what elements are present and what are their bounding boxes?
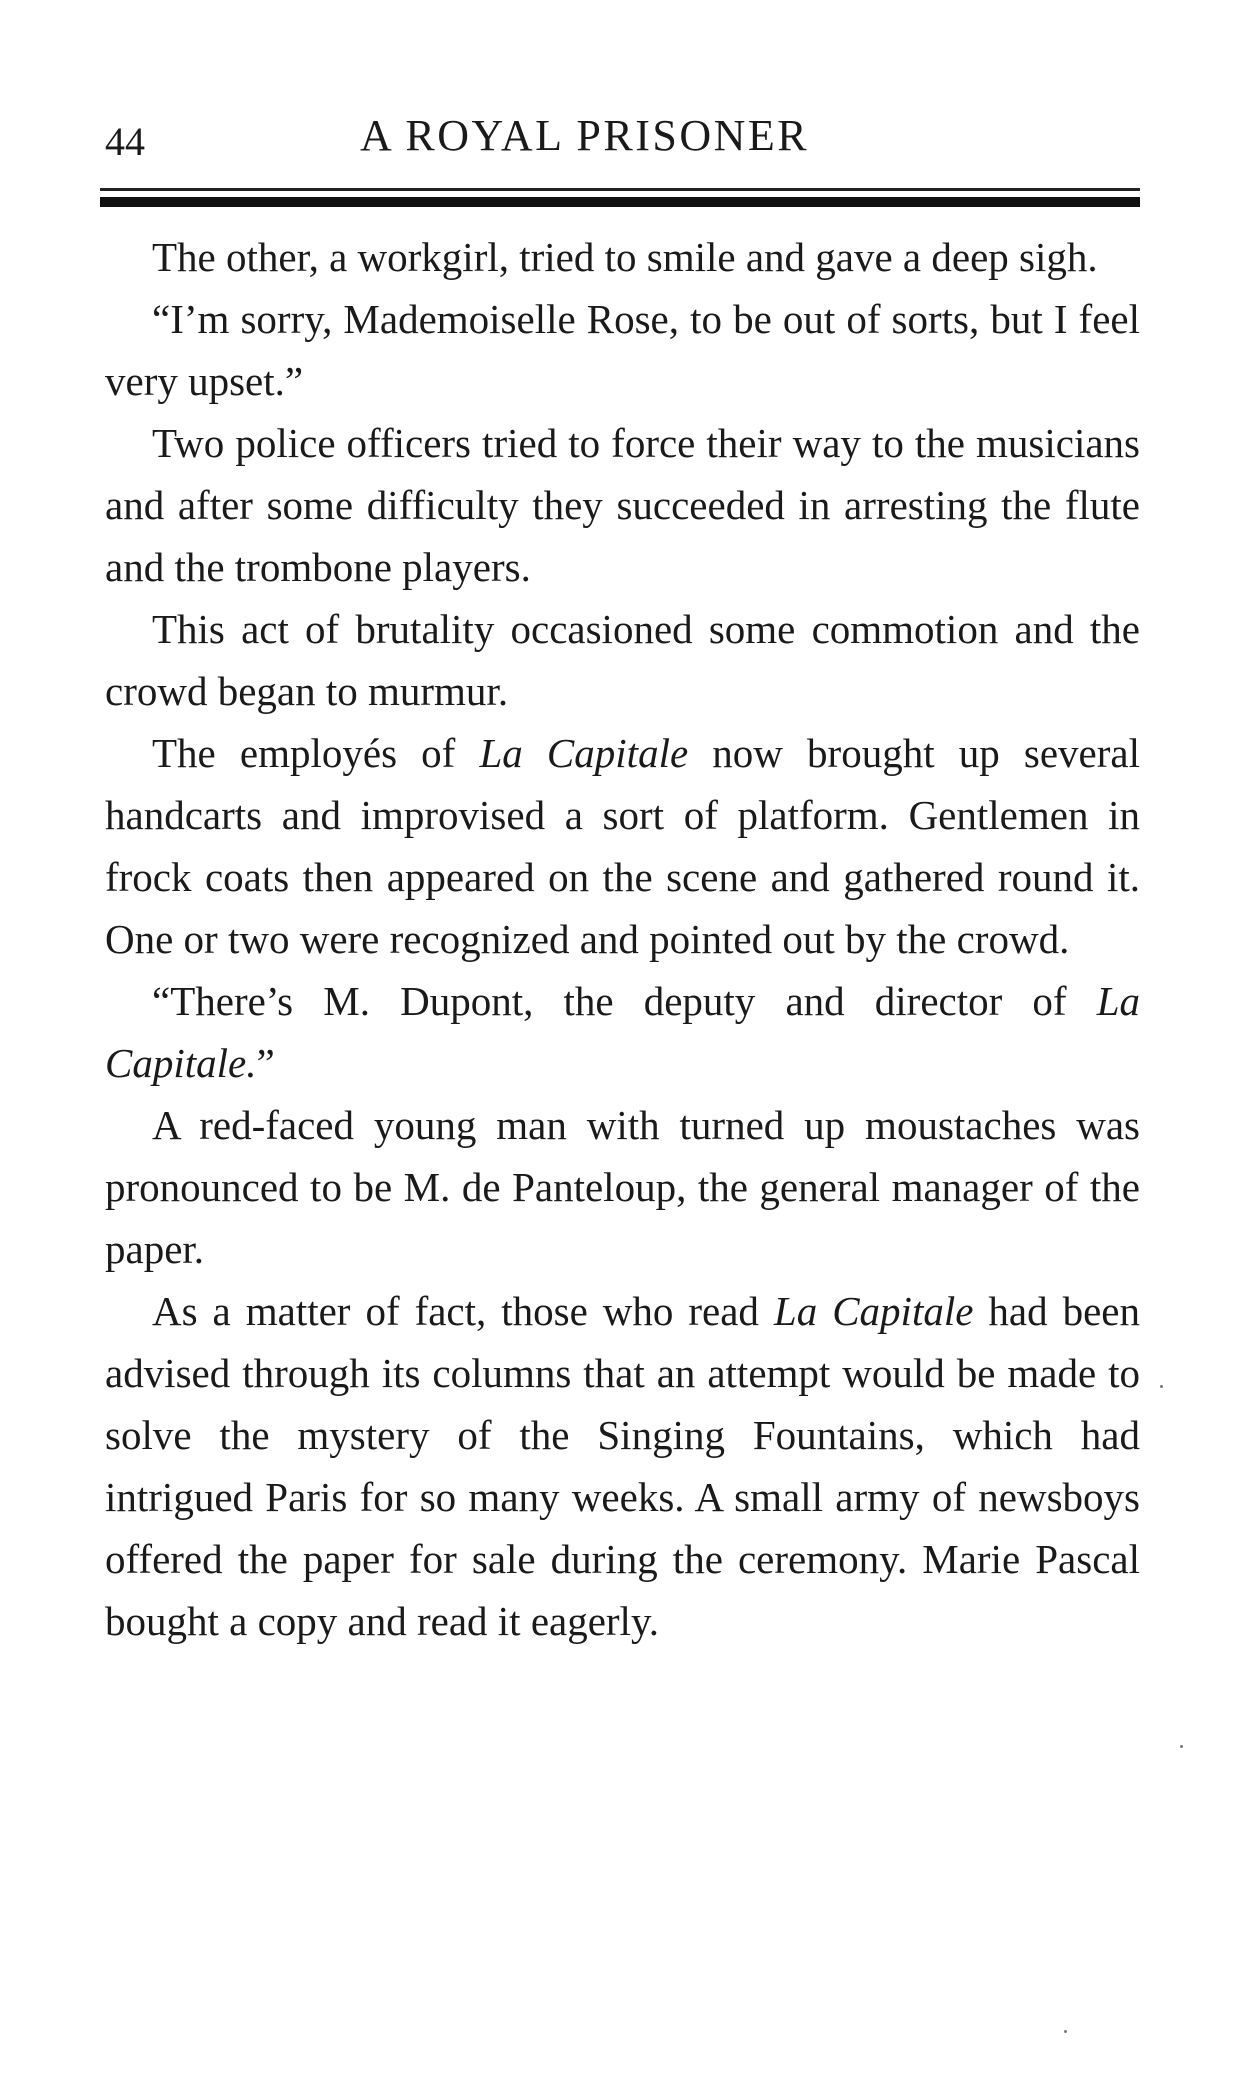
body-text (105, 226, 1140, 1652)
text-segment: “I’m sorry, Mademoiselle Rose, to be out of sorts, but I feel very upset.” (105, 296, 1140, 404)
text-segment: ” (256, 1040, 275, 1086)
text-segment: The employés of (152, 730, 480, 776)
paragraph (105, 288, 1140, 412)
paragraph (105, 722, 1140, 970)
header-rule-thin (100, 188, 1140, 191)
italic-text: La Capitale (479, 730, 689, 776)
paragraph (105, 1280, 1140, 1652)
paper-speck (1064, 2030, 1067, 2033)
text-segment: had been advised through its columns that an attempt would be made to solve the mystery of the Singing Fountains, which had intrigued Paris for so many weeks. A small army of newsboys offered the paper for sale during the ceremony. Marie Pascal bought a copy and read it eagerly. (105, 1288, 1141, 1644)
paper-speck (1160, 1385, 1163, 1388)
text-segment: “There’s M. Dupont, the deputy and director of (152, 978, 1097, 1024)
paragraph (105, 412, 1140, 598)
text-segment: now brought up several handcarts and improvised a sort of platform. Gentlemen in frock coats then appeared on the scene and gathered round it. One or two were recognized and pointed out by the crowd. (105, 730, 1140, 962)
paragraph (105, 970, 1140, 1094)
running-head (105, 112, 1140, 172)
italic-text: La Capitale (773, 1288, 974, 1334)
paper-speck (1180, 1745, 1183, 1748)
page-number: 44 (105, 119, 145, 164)
paragraph (105, 1094, 1140, 1280)
text-segment: The other, a workgirl, tried to smile and gave a deep sigh. (152, 234, 1098, 280)
text-segment: A red-faced young man with turned up moustaches was pronounced to be M. de Panteloup, the general manager of the paper. (105, 1102, 1140, 1272)
header-rule-thick (100, 197, 1140, 207)
text-segment: This act of brutality occasioned some commotion and the crowd began to murmur. (105, 606, 1140, 714)
paragraph (105, 226, 1140, 288)
italic-text: La Capitale. (105, 978, 1140, 1086)
text-segment: As a matter of fact, those who read (152, 1288, 774, 1334)
paragraph (105, 598, 1140, 722)
running-title: A ROYAL PRISONER (360, 111, 810, 160)
text-segment: Two police officers tried to force their way to the musicians and after some difficulty they succeeded in arresting the flute and the trombone players. (105, 420, 1140, 590)
